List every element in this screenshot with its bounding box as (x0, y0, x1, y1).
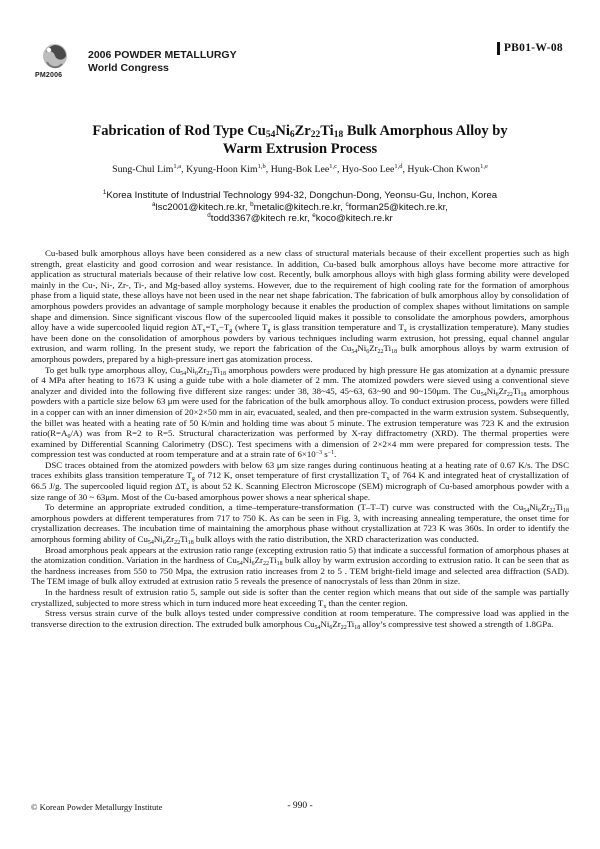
congress-name (88, 49, 237, 75)
author-name: Hyo-Soo Lee (341, 164, 395, 175)
paragraph-compression: Stress versus strain curve of the bulk alloys tested under compressive condition at room temperature. The compressive load was applied in the transverse direction to the extrusion direction. The extruded bulk amorphous $Cu_{54}Ni_6Zr_{22}Ti_{18}$ alloy’s compressive test showed a strength of 1.8GPa. (31, 608, 569, 631)
author-list: Sung-Chul Lim$^{1,a}$, Kyung-Hoon Kim$^{1,b}$, Hung-Bok Lee$^{1,c}$, Hyo-Soo Lee$^{1,d}$, Hyuk-Chon Kwon$^{1,e}$ (112, 163, 488, 175)
affiliation-block (40, 190, 560, 225)
paper-title (40, 122, 560, 158)
paper-body (31, 248, 569, 629)
affiliation-address: $^1$Korea Institute of Industrial Technology 994-32, Dongchun-Dong, Yeonsu-Gu, Inchon, Korea (102, 189, 498, 201)
author-name: Hung-Bok Lee (270, 164, 330, 175)
pm2006-logo (32, 42, 78, 88)
author-name: Hyuk-Chon Kwon (407, 164, 481, 175)
swirl-logo-icon (40, 42, 70, 70)
paragraph-hardness: Broad amorphous peak appears at the extrusion ratio range (excepting extrusion ratio 5) that indicate a successful formation of amorphous phases at the atomization condition. Variation in the hardness of $Cu_{54}Ni_6Zr_{22}Ti_{18}$ bulk alloy by warm extrusion according to extrusion ratio. It can be seen that as the hardness increases from 550 to 750 Mpa, the extrusion ratio increases from 2 to 5 . TEM bright-field image and selected area diffraction (SAD). The TEM image of bulk alloy extruded at extrusion ratio 5 reveals the presence of nanocrystals of less than 20nm in size. (31, 544, 570, 587)
affiliation-emails-2: $^d$todd3367@kitech re.kr, $^e$koco@kitech.re.kr (207, 212, 393, 225)
paragraph-dsc: DSC traces obtained from the atomized powders with below 63 μm size ranges during continuous heating at a heating rate of 0.67 K/s. The DSC traces exhibits glass transition temperature $T_g$ of 712 K, onset temperature of first crystallization $T_x$ of 764 K and integrated heat of crystallization of 66.5 J/g. The supercooled liquid region $\Delta T_x$ is about 52 K. Scanning Electron Microscope (SEM) micrograph of Cu-based amorphous powder with a size range of 30 ~ 63μm. Most of the Cu-based amorphous power shows a near spherical shape. (31, 459, 569, 502)
author-name: Kyung-Hoon Kim (186, 164, 258, 175)
congress-line-1: 2006 POWDER METALLURGY (88, 49, 237, 61)
paragraph-ratio5: In the hardness result of extrusion ratio 5, sample out side is softer than the center region which means that out side of the sample was partially crystallized, subjected to more stress which in turn induced more heat exceeding $T_x$ than the center region. (31, 587, 569, 610)
paragraph-intro: Cu-based bulk amorphous alloys have been considered as a new class of structural materials because of their excellent properties such as high strength, great elasticity and good corrosion and wear resistance. In addition, Cu-based bulk amorphous alloys have become more attractive for application as structural materials because of their relative low cost. Recently, bulk amorphous alloys with high glass forming ability were developed mainly in the Cu-, Ni-, Zr-, Ti-, and Mg-based alloy systems. However, due to the requirement of high cooling rate for the formation of amorphous phase from a liquid state, these alloys have not been used in the near net shape fabrication. The fabrication of bulk amorphous alloy by consolidation of amorphous powders provides an advantage of sample morphology because it enables the production of complex shapes without limitations on sample shape and dimension. Since significant viscous flow of the supercooled liquid makes it possible to consolidate the amorphous powders, amorphous alloy have a wide supercooled liquid region $\Delta T_x=T_x-T_g$ (where $T_g$ is glass transition temperature and $T_x$ is crystallization temperature). Many studies have been done on the consolidation of amorphous powders by various techniques including warm extrusion, hot pressing, equal channel angular extrusion, and warm rolling. In the present study, we report the fabrication of the $Cu_{54}Ni_6Zr_{22}Ti_{18}$ bulk amorphous alloys by warm extrusion of amorphous powders, prepared by a high-pressure inert gas atomization process. (31, 248, 570, 364)
paragraph-methods: To get bulk type amorphous alloy, $Cu_{54}Ni_6Zr_{22}Ti_{18}$ amorphous powders were produced by high pressure He gas atomization at a dynamic pressure of 4 MPa after heating to 1673 K using a guide tube with a hole diameter of 2 mm. The atomized powders were sieved using a conventional sieve analyzer and divided into the following five different size ranges: under 38, 38~45, 45~63, 63~90 and 90~150μm. The $Cu_{54}Ni_6Zr_{22}Ti_{18}$ amorphous powders with a particle size below 63 μm were used for the fabrication of the bulk amorphous alloy. To conduct extrusion process, powders were filled in a copper can with an inner dimension of 20×2×50 mm in air, evacuated, sealed, and then pre-compacted in the warm extrusion system. Subsequently, the billet was heated with a heating rate of 50 K/min and holding time was about 5 minute. The extrusion temperature was 723 K and the extrusion $ratio(R=A_0/A)$ was from R=2 to R=5. Structural characterization was performed by X-ray diffractometry (XRD). The thermal properties were examined by Differential Scanning Calorimetry (DSC). Test specimens with a dimension of 2×2×4 mm were prepared for compression tests. The compression test was conducted at room temperature and at a strain rate of $6\times 10^{-3}$ $s^{-1}$. (31, 364, 570, 460)
paper-id-tag: PB01-W-08 (497, 42, 563, 55)
author-name: Sung-Chul Lim (112, 164, 174, 175)
page-number: - 990 - (287, 801, 313, 811)
logo-text: PM2006 (35, 72, 63, 79)
title-line-2: Warm Extrusion Process (222, 141, 378, 157)
title-line-1: Fabrication of Rod Type $Cu_{54}Ni_6Zr_{22}Ti_{18}$ Bulk Amorphous Alloy by (92, 123, 508, 140)
congress-line-2: World Congress (88, 62, 169, 74)
paragraph-ttt: To determine an appropriate extruded condition, a time–temperature-transformation (T–T–T) curve was constructed with the $Cu_{54}Ni_6Zr_{22}Ti_{18}$ amorphous powders at different temperatures from 717 to 750 K. As can be seen in Fig. 3, with increasing annealing temperature, the onset time for crystallization decreases. The incubation time of maintaining the amorphous phase without crystallization at 723 K was 360s. In order to identify the amorphous forming ability of $Cu_{54}Ni_6Zr_{22}Ti_{18}$ bulk alloys with the ratio distribution, the XRD characterization was conducted. (31, 502, 569, 547)
affiliation-emails: $^a$lsc2001@kitech.re.kr, $^b$metalic@kitech.re.kr, $^c$forman25@kitech.re.kr, (152, 200, 448, 213)
copyright-notice: © Korean Powder Metallurgy Institute (31, 802, 163, 812)
